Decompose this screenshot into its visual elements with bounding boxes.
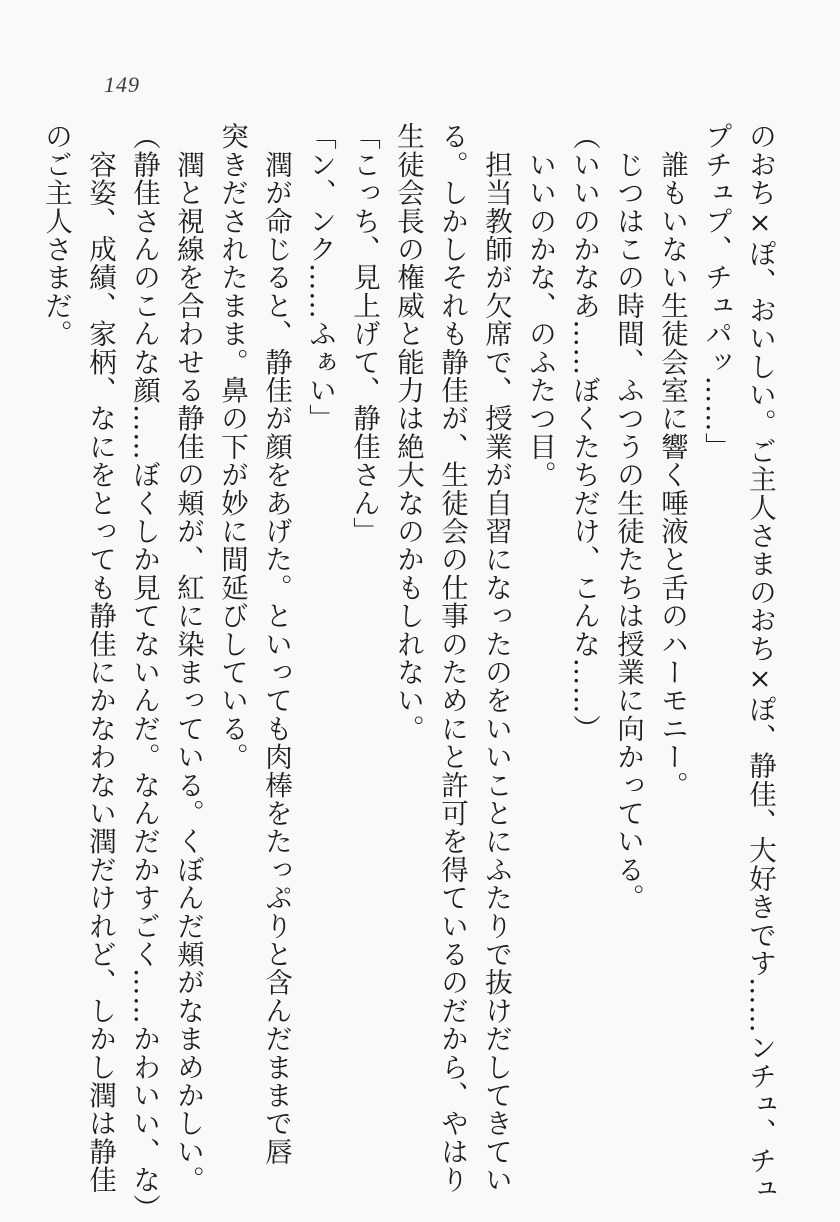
text-line: 誰もいない生徒会室に響く唾液と舌のハーモニー。: [656, 122, 688, 799]
text-line: 容姿、成績、家柄、なにをとっても静佳にかなわない潤だけれど、しかし潤は静佳: [84, 122, 116, 1194]
text-line: （静佳さんのこんな顔……ぼくしか見てないんだ。なんだかすごく……かわいい、な）: [128, 122, 160, 1222]
text-line: いいのかな、のふたつ目。: [524, 122, 556, 489]
text-line: 担当教師が欠席で、授業が自習になったのをいいことにふたりで抜けだしてきてい: [480, 122, 512, 1194]
text-line: 「こっち、見上げて、静佳さん」: [348, 122, 380, 545]
text-line: 潤と視線を合わせる静佳の頬が、紅に染まっている。くぼんだ頬がなまめかしい。: [172, 122, 204, 1194]
text-line: プチュプ、チュパッ……」: [700, 122, 732, 461]
text-line: じつはこの時間、ふつうの生徒たちは授業に向かっている。: [612, 122, 644, 912]
text-line: のおち×ぽ、おいしい。ご主人さまのおち×ぽ、静佳、大好きです……ンチュ、チュ: [744, 122, 776, 1203]
text-line: る。しかしそれも静佳が、生徒会の仕事のためにと許可を得ているのだから、やはり: [436, 122, 468, 1194]
text-line: 突きだされたまま。鼻の下が妙に間延びしている。: [216, 122, 248, 771]
text-line: （いいのかなあ……ぼくたちだけ、こんな……）: [568, 122, 600, 743]
vertical-text-body: [34, 122, 782, 1222]
text-line: のご主人さまだ。: [40, 122, 72, 348]
text-line: 生徒会長の権威と能力は絶大なのかもしれない。: [392, 122, 424, 743]
text-line: 潤が命じると、静佳が顔をあげた。といっても肉棒をたっぷりと含んだままで唇: [260, 122, 292, 1166]
text-line: 「ン、ンク……ふぁい」: [304, 122, 336, 433]
page-number: 149: [104, 72, 140, 97]
